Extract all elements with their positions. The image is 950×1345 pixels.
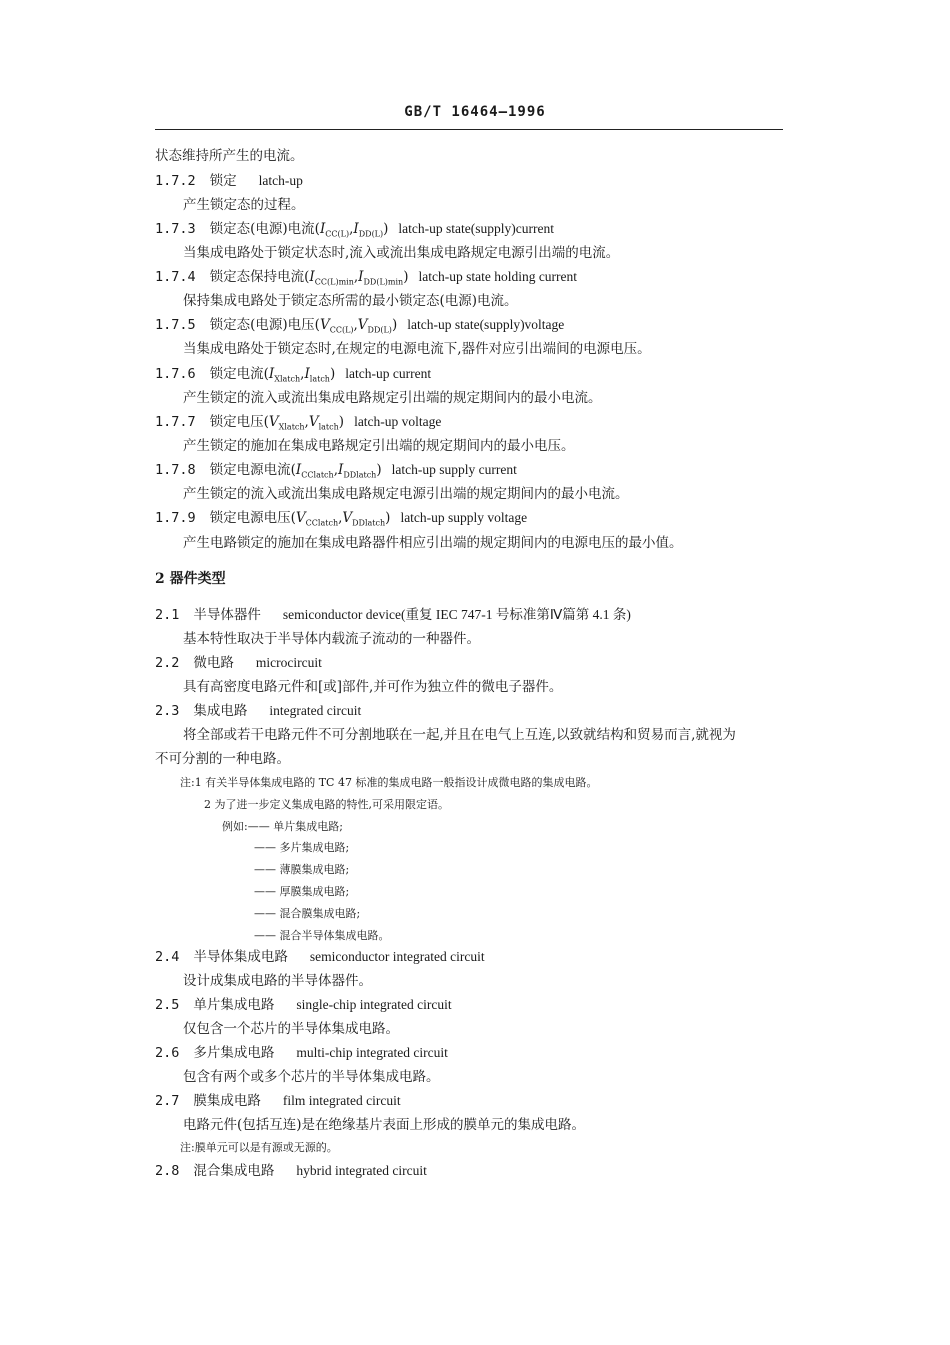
symbol: I xyxy=(295,462,302,478)
entry-number: 2.6 xyxy=(155,1045,180,1061)
symbol-sep: , xyxy=(304,414,309,430)
entry-1-7-5 xyxy=(155,315,564,341)
symbol-sub: Xlatch xyxy=(278,422,305,432)
symbol-sub: latch xyxy=(318,422,339,432)
page-header: GB/T 16464—1996 xyxy=(404,104,546,120)
entry-number: 2.3 xyxy=(155,703,180,719)
entry-definition: 将全部或若干电路元件不可分割地联在一起,并且在电气上互连,以致就结构和贸易而言,就视为 xyxy=(183,727,736,743)
entry-term: 锁定电流( xyxy=(209,366,269,382)
symbol-sep: , xyxy=(353,269,359,285)
entry-term: 锁定电压( xyxy=(209,414,269,430)
entry-term-en: film integrated circuit xyxy=(282,1093,401,1108)
entry-term: 单片集成电路 xyxy=(193,997,275,1013)
entry-term: 锁定态(电源)电压( xyxy=(209,317,320,333)
symbol-sep: , xyxy=(353,317,358,333)
entry-term-en: latch-up current xyxy=(345,366,432,381)
entry-term-en: latch-up xyxy=(258,173,303,188)
entry-1-7-7 xyxy=(155,412,441,438)
entry-term-en: semiconductor integrated circuit xyxy=(309,949,485,964)
symbol-sep: , xyxy=(300,366,305,382)
symbol-sub: DD(L)min xyxy=(363,277,404,287)
symbol: V xyxy=(357,317,368,333)
entry-1-7-8 xyxy=(155,460,517,486)
entry-term: 多片集成电路 xyxy=(193,1045,275,1061)
entry-1-7-4 xyxy=(155,267,577,293)
entry-term-en: latch-up state(supply)current xyxy=(398,221,554,236)
entry-term: 锁定电源电压( xyxy=(209,510,296,526)
entry-term: 锁定态保持电流( xyxy=(209,269,310,285)
symbol: V xyxy=(342,510,353,526)
entry-definition: 仅包含一个芯片的半导体集成电路。 xyxy=(183,1021,399,1037)
symbol: I xyxy=(268,366,275,382)
entry-number: 1.7.2 xyxy=(155,173,196,189)
symbol: I xyxy=(319,221,326,237)
symbol-sep: , xyxy=(333,462,338,478)
symbol-sep: , xyxy=(338,510,343,526)
entry-number: 2.2 xyxy=(155,655,180,671)
entry-definition-cont: 不可分割的一种电路。 xyxy=(155,751,290,767)
entry-1-7-3 xyxy=(155,219,554,245)
symbol-sub: CC(L) xyxy=(329,325,354,335)
entry-2-5 xyxy=(155,995,452,1015)
entry-definition: 电路元件(包括互连)是在绝缘基片表面上形成的膜单元的集成电路。 xyxy=(183,1117,586,1133)
symbol-sub: CClatch xyxy=(305,518,339,528)
entry-2-8 xyxy=(155,1161,427,1181)
note-example: —— 薄膜集成电路; xyxy=(254,863,350,876)
entry-number: 1.7.9 xyxy=(155,510,196,526)
entry-definition: 产生电路锁定的施加在集成电路器件相应引出端的规定期间内的电源电压的最小值。 xyxy=(183,535,683,551)
symbol-close: ) xyxy=(329,366,336,382)
entry-term: 混合集成电路 xyxy=(193,1163,275,1179)
entry-definition: 具有高密度电路元件和[或]部件,并可作为独立件的微电子器件。 xyxy=(183,679,563,695)
note-example: —— 多片集成电路; xyxy=(254,841,350,854)
entry-number: 1.7.3 xyxy=(155,221,196,237)
note-example: —— 厚膜集成电路; xyxy=(254,885,350,898)
symbol-close: ) xyxy=(385,510,391,526)
symbol-close: ) xyxy=(383,221,389,237)
entry-2-1 xyxy=(155,605,631,625)
symbol-close: ) xyxy=(338,414,345,430)
entry-number: 1.7.5 xyxy=(155,317,196,333)
symbol: V xyxy=(268,414,279,430)
entry-term-en: latch-up state holding current xyxy=(418,269,578,284)
entry-term: 半导体器件 xyxy=(193,607,261,623)
section-heading: 2 器件类型 xyxy=(155,571,226,587)
entry-1-7-6 xyxy=(155,364,431,390)
entry-number: 1.7.7 xyxy=(155,414,196,430)
entry-term: 微电路 xyxy=(193,655,234,671)
entry-number: 2.8 xyxy=(155,1163,180,1179)
symbol-sep: , xyxy=(349,221,354,237)
entry-term: 锁定态(电源)电流( xyxy=(209,221,320,237)
symbol: I xyxy=(358,269,364,285)
symbol: V xyxy=(308,414,319,430)
note: 注:膜单元可以是有源或无源的。 xyxy=(180,1141,338,1154)
entry-number: 2.7 xyxy=(155,1093,180,1109)
symbol-sub: DD(L) xyxy=(358,229,384,239)
entry-term-en: integrated circuit xyxy=(269,703,362,718)
entry-definition: 包含有两个或多个芯片的半导体集成电路。 xyxy=(183,1069,440,1085)
entry-term: 膜集成电路 xyxy=(193,1093,261,1109)
header-rule xyxy=(155,129,783,130)
entry-term: 半导体集成电路 xyxy=(193,949,288,965)
entry-number: 1.7.4 xyxy=(155,269,196,285)
entry-2-7 xyxy=(155,1091,401,1111)
symbol-close: ) xyxy=(376,462,382,478)
symbol-sub: CC(L)min xyxy=(314,277,354,287)
symbol-sub: DDlatch xyxy=(352,518,386,528)
note-example: —— 混合半导体集成电路。 xyxy=(254,929,390,942)
entry-term: 锁定电源电流( xyxy=(209,462,296,478)
entry-definition: 当集成电路处于锁定状态时,流入或流出集成电路规定电源引出端的电流。 xyxy=(183,245,620,261)
entry-term-en: latch-up supply current xyxy=(391,462,517,477)
symbol: I xyxy=(337,462,344,478)
entry-definition: 设计成集成电路的半导体器件。 xyxy=(183,973,372,989)
entry-1-7-9 xyxy=(155,508,527,534)
entry-2-4 xyxy=(155,947,485,967)
symbol-sub: CClatch xyxy=(301,470,334,480)
note-2: 2 为了进一步定义集成电路的特性,可采用限定语。 xyxy=(204,798,449,811)
symbol-sub: DDlatch xyxy=(343,470,377,480)
symbol: V xyxy=(295,510,306,526)
entry-number: 1.7.6 xyxy=(155,366,196,382)
entry-term-en: hybrid integrated circuit xyxy=(296,1163,427,1178)
symbol-sub: DD(L) xyxy=(367,325,392,335)
entry-definition: 产生锁定态的过程。 xyxy=(183,197,305,213)
entry-2-3 xyxy=(155,701,361,721)
symbol: V xyxy=(319,317,330,333)
entry-term-en: multi-chip integrated circuit xyxy=(296,1045,448,1060)
entry-number: 1.7.8 xyxy=(155,462,196,478)
symbol-close: ) xyxy=(391,317,398,333)
entry-number: 2.5 xyxy=(155,997,180,1013)
entry-definition: 产生锁定的流入或流出集成电路规定电源引出端的规定期间内的最小电流。 xyxy=(183,486,629,502)
entry-term: 集成电路 xyxy=(193,703,248,719)
entry-number: 2.4 xyxy=(155,949,180,965)
entry-term-en: latch-up supply voltage xyxy=(400,510,528,525)
entry-term-en: single-chip integrated circuit xyxy=(296,997,452,1012)
note-1: 注:1 有关半导体集成电路的 TC 47 标准的集成电路一般指设计成微电路的集成电路。 xyxy=(180,776,598,789)
symbol-sub: Xlatch xyxy=(274,374,301,384)
entry-term-en: latch-up voltage xyxy=(354,414,442,429)
entry-definition: 当集成电路处于锁定态时,在规定的电源电流下,器件对应引出端间的电源电压。 xyxy=(183,341,651,357)
note-example: 例如:—— 单片集成电路; xyxy=(222,820,343,833)
entry-definition: 基本特性取决于半导体内载流子流动的一种器件。 xyxy=(183,631,480,647)
symbol: I xyxy=(353,221,359,237)
continuation-text: 状态维持所产生的电流。 xyxy=(155,148,304,164)
entry-term-en: latch-up state(supply)voltage xyxy=(407,317,565,332)
symbol-sub: CC(L) xyxy=(325,229,350,239)
entry-definition: 保持集成电路处于锁定态所需的最小锁定态(电源)电流。 xyxy=(183,293,518,309)
symbol: I xyxy=(304,366,310,382)
symbol-close: ) xyxy=(403,269,409,285)
entry-2-6 xyxy=(155,1043,448,1063)
entry-term: 锁定 xyxy=(209,173,237,189)
entry-2-2 xyxy=(155,653,322,673)
symbol: I xyxy=(309,269,315,285)
symbol-sub: latch xyxy=(309,374,330,384)
entry-1-7-2 xyxy=(155,171,303,191)
note-example: —— 混合膜集成电路; xyxy=(254,907,361,920)
entry-term-en: semiconductor device(重复 IEC 747-1 号标准第Ⅳ篇第 4.1 条) xyxy=(282,607,631,622)
entry-number: 2.1 xyxy=(155,607,180,623)
entry-definition: 产生锁定的施加在集成电路规定引出端的规定期间内的最小电压。 xyxy=(183,438,575,454)
entry-definition: 产生锁定的流入或流出集成电路规定引出端的规定期间内的最小电流。 xyxy=(183,390,602,406)
entry-term-en: microcircuit xyxy=(255,655,322,670)
